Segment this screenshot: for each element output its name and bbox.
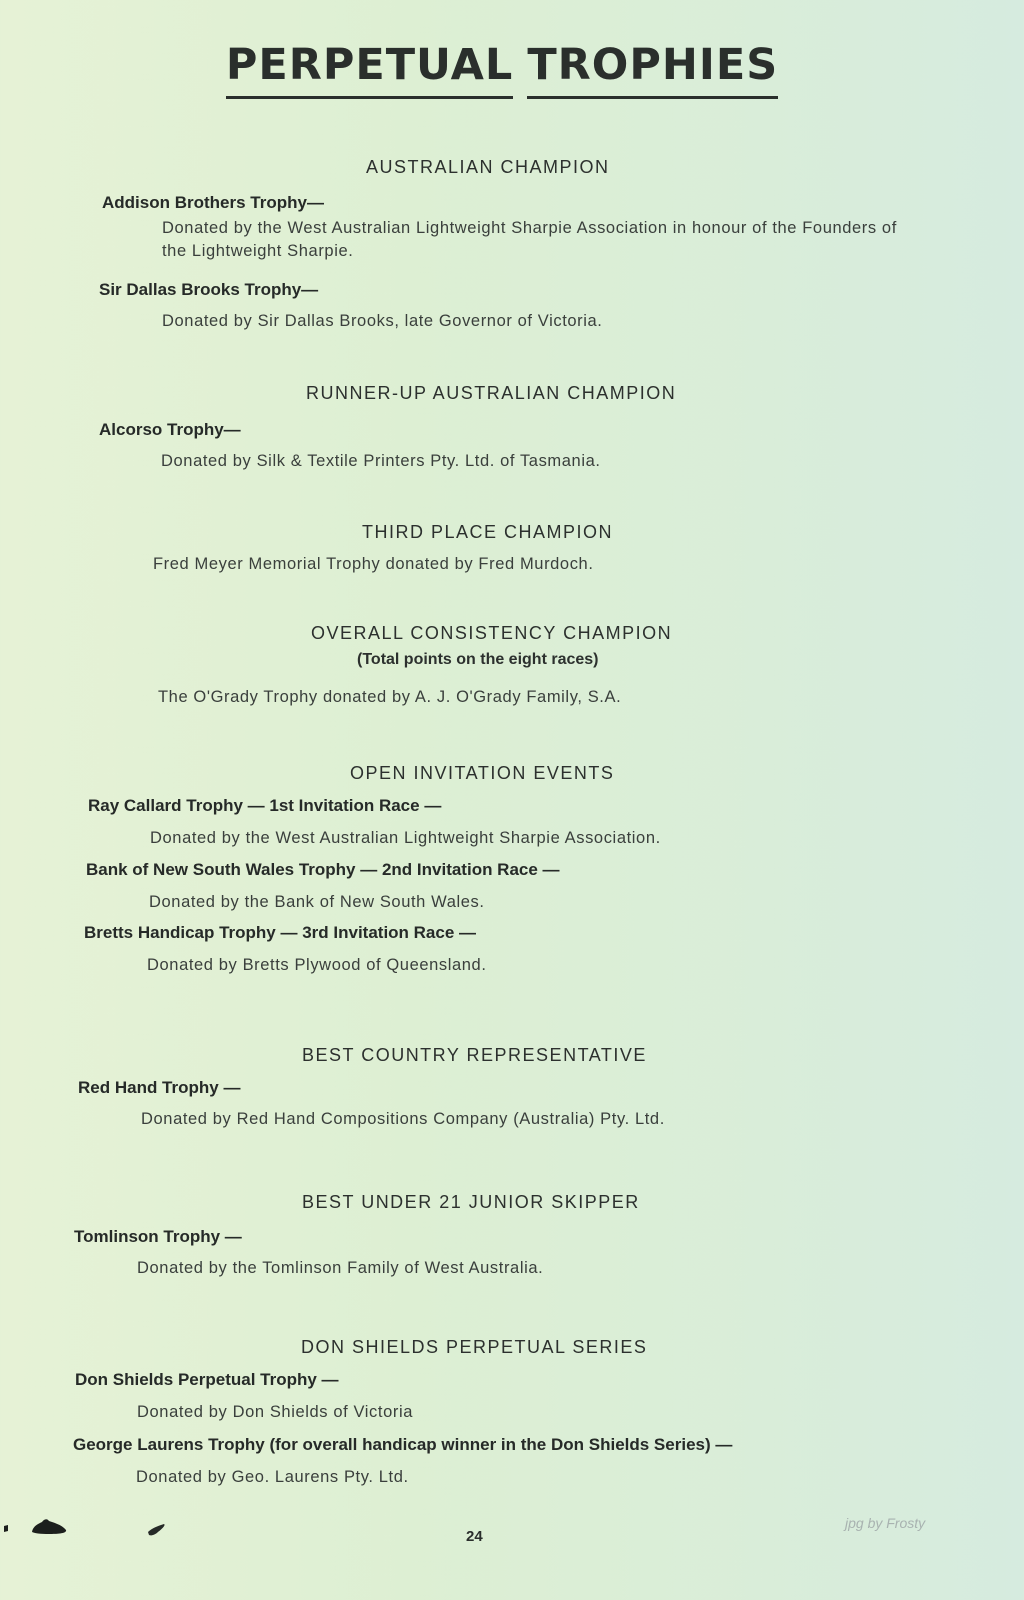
ink-blot-small (146, 1520, 176, 1540)
desc-tomlinson: Donated by the Tomlinson Family of West Australia. (137, 1259, 544, 1277)
desc-don-shields: Donated by Don Shields of Victoria (137, 1403, 413, 1421)
desc-ray-callard: Donated by the West Australian Lightweight Sharpie Association. (150, 829, 661, 847)
heading-runner-up: RUNNER-UP AUSTRALIAN CHAMPION (306, 383, 677, 403)
trophy-tomlinson: Tomlinson Trophy — (74, 1227, 242, 1246)
desc-alcorso: Donated by Silk & Textile Printers Pty. Ltd. of Tasmania. (161, 452, 601, 470)
trophy-don-shields: Don Shields Perpetual Trophy — (75, 1370, 339, 1389)
desc-bank-nsw: Donated by the Bank of New South Wales. (149, 893, 485, 911)
trophy-alcorso: Alcorso Trophy— (99, 420, 241, 439)
heading-consistency: OVERALL CONSISTENCY CHAMPION (311, 623, 673, 643)
desc-consistency: The O'Grady Trophy donated by A. J. O'Grady Family, S.A. (158, 688, 622, 706)
desc-third-place: Fred Meyer Memorial Trophy donated by Fred Murdoch. (153, 555, 594, 573)
trophy-addison-brothers: Addison Brothers Trophy— (102, 193, 324, 212)
desc-bretts-handicap: Donated by Bretts Plywood of Queensland. (147, 956, 487, 974)
desc-george-laurens: Donated by Geo. Laurens Pty. Ltd. (136, 1468, 409, 1486)
heading-third-place: THIRD PLACE CHAMPION (362, 522, 614, 542)
trophy-red-hand: Red Hand Trophy — (78, 1078, 241, 1097)
desc-red-hand: Donated by Red Hand Compositions Company (Australia) Pty. Ltd. (141, 1110, 665, 1128)
trophy-bretts-handicap: Bretts Handicap Trophy — 3rd Invitation Race — (84, 923, 477, 942)
watermark: jpg by Frosty (845, 1515, 926, 1531)
title-word-perpetual: PERPETUAL (226, 40, 514, 99)
ink-blot-left (0, 1508, 80, 1538)
subheading-consistency: (Total points on the eight races) (357, 651, 599, 668)
title-word-trophies: TROPHIES (527, 40, 778, 99)
desc-addison-brothers: Donated by the West Australian Lightweight Sharpie Association in honour of the Founders of the Lightweight Sharpie. (162, 219, 897, 260)
heading-australian-champion: AUSTRALIAN CHAMPION (366, 157, 610, 177)
page-number: 24 (466, 1528, 483, 1545)
trophy-sir-dallas-brooks: Sir Dallas Brooks Trophy— (99, 280, 319, 299)
trophy-george-laurens: George Laurens Trophy (for overall handicap winner in the Don Shields Series) — (73, 1435, 733, 1454)
desc-sir-dallas-brooks: Donated by Sir Dallas Brooks, late Governor of Victoria. (162, 312, 603, 330)
trophy-bank-nsw: Bank of New South Wales Trophy — 2nd Invitation Race — (86, 860, 560, 879)
heading-country-rep: BEST COUNTRY REPRESENTATIVE (302, 1045, 647, 1065)
heading-don-shields: DON SHIELDS PERPETUAL SERIES (301, 1337, 648, 1357)
heading-junior-skipper: BEST UNDER 21 JUNIOR SKIPPER (302, 1192, 640, 1212)
trophy-ray-callard: Ray Callard Trophy — 1st Invitation Race — (88, 796, 442, 815)
page-title (0, 40, 1004, 99)
heading-open-invitation: OPEN INVITATION EVENTS (350, 763, 615, 783)
